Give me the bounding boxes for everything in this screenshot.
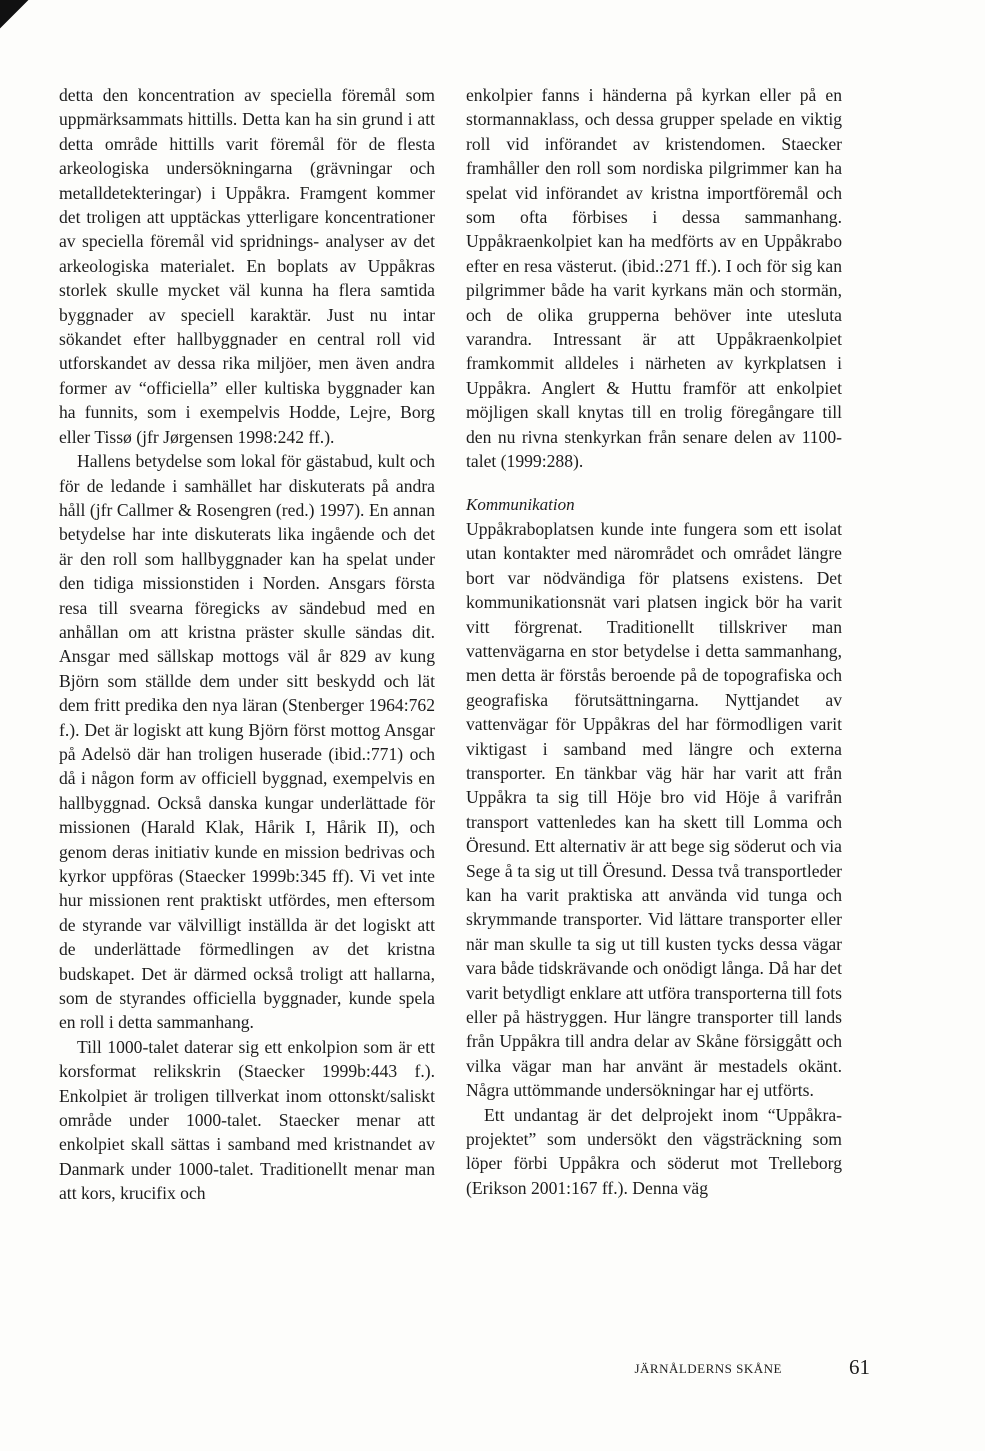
left-column — [59, 83, 435, 1206]
body-paragraph: detta den koncentration av speciella föremål som uppmärksammats hittills. Detta kan ha sin grund i att detta område hittills varit föremål för de flesta arkeologiska undersökningarna (grävningar och metalldetekteringar) i Uppåkra. Framgent kommer det troligen att upptäckas ytterligare koncentrationer av speciella föremål vid spridnings- analyser av det arkeologiska materialet. En boplats av Uppåkras storlek skulle mycket väl kunna ha flera samtida byggnader av speciell karaktär. Just nu intar sökandet efter hallbyggnader en central roll vid utforskandet av dessa rika miljöer, men även andra former av “officiella” eller kultiska byggnader kan ha funnits, som i exempelvis Hodde, Lejre, Borg eller Tissø (jfr Jørgensen 1998:242 ff.). — [59, 85, 435, 447]
right-column — [466, 83, 842, 1200]
page-number: 61 — [849, 1355, 870, 1379]
page-footer — [620, 1355, 870, 1385]
body-paragraph: enkolpier fanns i händerna på kyrkan eller på en stormannaklass, och dessa grupper spelade en viktig roll vid införandet av kristendomen. Staecker framhåller den roll som nordiska pilgrimmer kan ha spelat vid införandet av kristna importföremål och som ofta förbises i dessa sammanhang. Uppåkraenkolpiet kan ha medförts av en Uppåkrabo efter en resa västerut. (ibid.:271 ff.). I och för sig kan pilgrimmer både ha varit kyrkans män och stormän, och de olika grupperna behöver inte utesluta varandra. Intressant är att Uppåkraenkolpiet framkommit alldeles i närheten av kyrkplatsen i Uppåkra. Anglert & Huttu framför att enkolpiet möjligen skall knytas till en trolig föregångare till den nu rivna stenkyrkan från senare delen av 1100-talet (1999:288). — [466, 85, 842, 472]
body-paragraph: Till 1000-talet daterar sig ett enkolpion som är ett korsformat relikskrin (Staecker 1999b:443 f.). Enkolpiet är troligen tillverkat inom ottonskt/saliskt område under 1000-talet. Staecker menar att enkolpiet skall sättas i samband med kristnandet av Danmark under 1000-talet. Traditionellt menar man att kors, krucifix och — [59, 1036, 435, 1204]
body-paragraph: Uppåkraboplatsen kunde inte fungera som ett isolat utan kontakter med närområdet och området längre bort var nödvändiga för platsens existens. Det kommunikationsnät vari platsen ingick bör ha varit vitt förgrenat. Traditionellt tillskriver man vattenvägarna en stor betydelse i detta sammanhang, men detta är förstås beroende på de topografiska och geografiska förutsättningarna. Nyttjandet av vattenvägar för Uppåkras del har förmodligen varit viktigast i samband med längre och externa transporter. En tänkbar väg här har varit att från Uppåkra ta sig till Höje bro vid Höje å varifrån transport vattenledes kan ha skett till Lomma och Öresund. Ett alternativ är att bege sig söderut och via Sege å ta sig ut till Öresund. Dessa två transportleder kan ha varit praktiska att använda vid tunga och skrymmande transporter. Vid lättare transporter eller när man skulle ta sig ut till kusten tycks dessa vägar vara både tidskrävande och onödigt långa. Då har det varit betydligt enklare att utföra transporterna till fots eller på hästryggen. Hur längre transporter till lands från Uppåkra till andra delar av Skåne försiggått och vilka vägar man har använt är mestadels okänt. Några uttömmande undersökningar har ej utförts. — [466, 518, 842, 1101]
body-paragraph: Ett undantag är det delprojekt inom “Uppåkra-projektet” som undersökt den vägsträckning som löper förbi Uppåkra och söderut mot Trelleborg (Erikson 2001:167 ff.). Denna väg — [466, 1104, 842, 1198]
body-paragraph: Hallens betydelse som lokal för gästabud, kult och för de ledande i samhället har diskuterats på andra håll (jfr Callmer & Rosengren (red.) 1997). En annan betydelse har inte diskuterats lika ingående och det är den roll som hallbyggnader kan ha spelat under den tidiga missionstiden i Norden. Ansgars första resa till svearna föregicks av sändebud med en anhållan om att kristna präster skulle sändas dit. Ansgar med sällskap mottogs väl år 829 av kung Björn som ställde dem under sitt beskydd och lät dem fritt predika den nya läran (Stenberger 1964:762 f.). Det är logiskt att kung Björn först mottog Ansgar på Adelsö där han troligen huserade (ibid.:771) och då i någon form av officiell byggnad, exempelvis en hallbyggnad. Också danska kungar underlättade för missionen (Harald Klak, Hårik I, Hårik II), och genom deras initiativ kunde en mission bedrivas och kyrkor uppföras (Staecker 1999b:345 ff). Vi vet inte hur missionen rent praktiskt utfördes, men eftersom de styrande var välvilligt inställda är det logiskt att de underlättade förmedlingen av det kristna budskapet. Det är därmed också troligt att hallarna, som de styrandes officiella byggnader, kunde spela en roll i detta sammanhang. — [59, 451, 435, 1033]
running-title: JÄRNÅLDERNS SKÅNE — [634, 1361, 782, 1376]
scan-corner-mark — [0, 0, 40, 40]
section-heading: Kommunikation — [466, 494, 575, 514]
